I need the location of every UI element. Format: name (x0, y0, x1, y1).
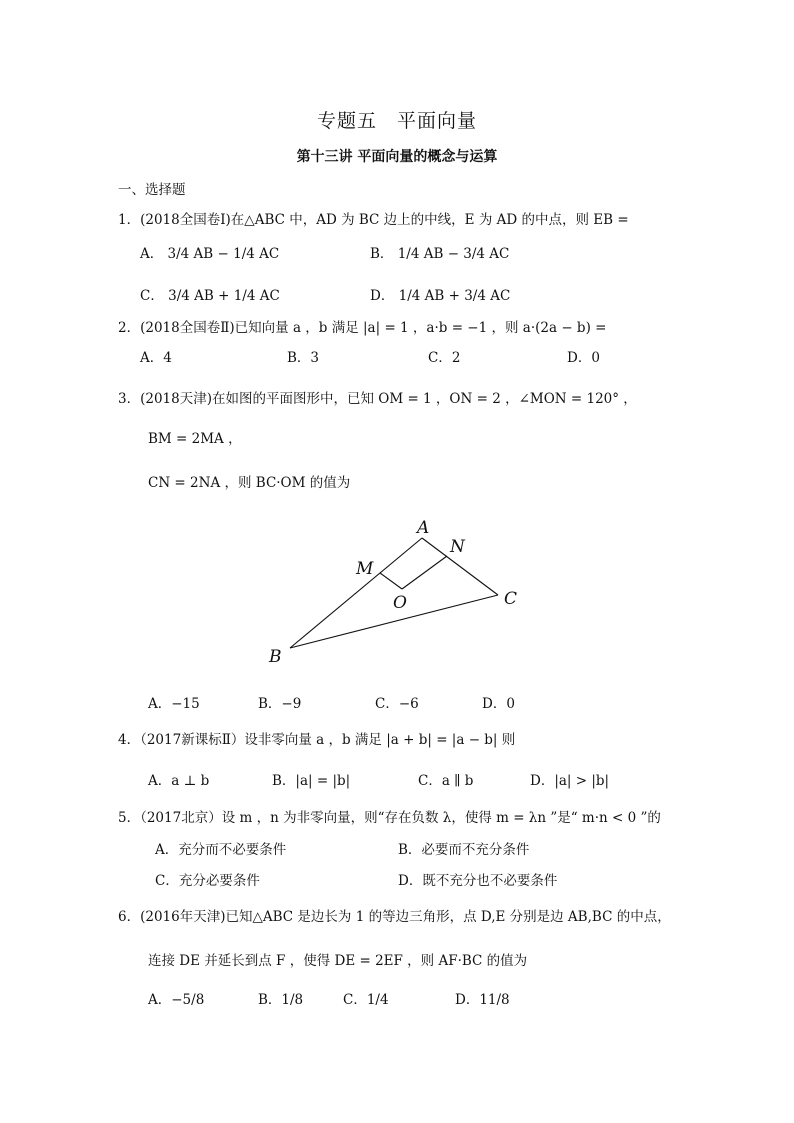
question-2-stem: 2．(2018全国卷Ⅱ)已知向量 a ，b 满足 |a| = 1 ，a·b = −1 ，则 a·(2a − b) = (118, 320, 607, 336)
question-4-option-c: C．a ∥ b (418, 773, 474, 789)
section-heading: 一、选择题 (118, 182, 186, 198)
question-3-option-d: D．0 (482, 696, 515, 712)
question-6-stem: 6．(2016年天津)已知△ABC 是边长为 1 的等边三角形，点 D,E 分别是边 AB,BC 的中点， (118, 909, 671, 925)
question-1-option-a: A． 3/4 AB − 1/4 AC (140, 246, 280, 262)
segment-on (402, 556, 447, 589)
question-4-option-d: D．|a| > |b| (530, 773, 610, 789)
question-2-option-b: B．3 (287, 350, 320, 366)
segment-mo (380, 573, 402, 589)
question-3-stem: 3．(2018天津)在如图的平面图形中，已知 OM = 1 ，ON = 2 ，∠MON = 120° ， (118, 391, 637, 407)
label-c: C (504, 589, 518, 609)
question-4-option-a: A．a ⊥ b (148, 773, 210, 789)
question-6-option-c: C．1/4 (343, 992, 389, 1008)
question-1-option-d: D． 1/4 AB + 3/4 AC (370, 288, 511, 304)
question-3-option-c: C．−6 (375, 696, 419, 712)
question-6-option-b: B．1/8 (258, 992, 304, 1008)
question-4-option-b: B．|a| = |b| (272, 773, 351, 789)
question-6-option-a: A．−5/8 (148, 992, 205, 1008)
question-5-option-b: B．必要而不充分条件 (398, 842, 530, 858)
question-4-stem: 4．（2017新课标Ⅱ）设非零向量 a ，b 满足 |a + b| = |a − b| 则 (118, 732, 516, 748)
question-2-option-d: D．0 (567, 350, 600, 366)
question-3-option-b: B．−9 (258, 696, 302, 712)
question-1-option-c: C． 3/4 AB + 1/4 AC (140, 288, 280, 304)
question-3-line-2: BM = 2MA ， (148, 431, 242, 447)
label-n: N (450, 537, 465, 557)
question-3-figure (260, 512, 530, 667)
question-1-option-b: B． 1/4 AB − 3/4 AC (370, 246, 510, 262)
question-3-option-a: A．−15 (148, 696, 200, 712)
question-2-option-c: C．2 (428, 350, 461, 366)
question-2-option-a: A．4 (140, 350, 172, 366)
question-3-line-3: CN = 2NA ，则 BC·OM 的值为 (148, 475, 351, 491)
question-6-line-2: 连接 DE 并延长到点 F ，使得 DE = 2EF ，则 AF·BC 的值为 (148, 953, 528, 969)
label-b: B (269, 647, 282, 667)
label-o: O (393, 593, 407, 613)
lesson-subtitle: 第十三讲 平面向量的概念与运算 (296, 149, 498, 165)
label-a: A (417, 518, 430, 538)
question-6-option-d: D．11/8 (455, 992, 510, 1008)
question-5-option-c: C．充分必要条件 (155, 873, 260, 889)
label-m: M (356, 559, 374, 579)
question-1-stem: 1．(2018全国卷Ⅰ)在△ABC 中，AD 为 BC 边上的中线，E 为 AD 的中点，则 EB = (118, 212, 629, 228)
question-5-option-a: A．充分而不必要条件 (155, 842, 287, 858)
question-5-stem: 5．（2017北京）设 m ，n 为非零向量，则“存在负数 λ，使得 m = λn ”是“ m·n < 0 ”的 (118, 810, 661, 826)
page-title: 专题五 平面向量 (316, 110, 477, 132)
question-5-option-d: D．既不充分也不必要条件 (398, 873, 558, 889)
